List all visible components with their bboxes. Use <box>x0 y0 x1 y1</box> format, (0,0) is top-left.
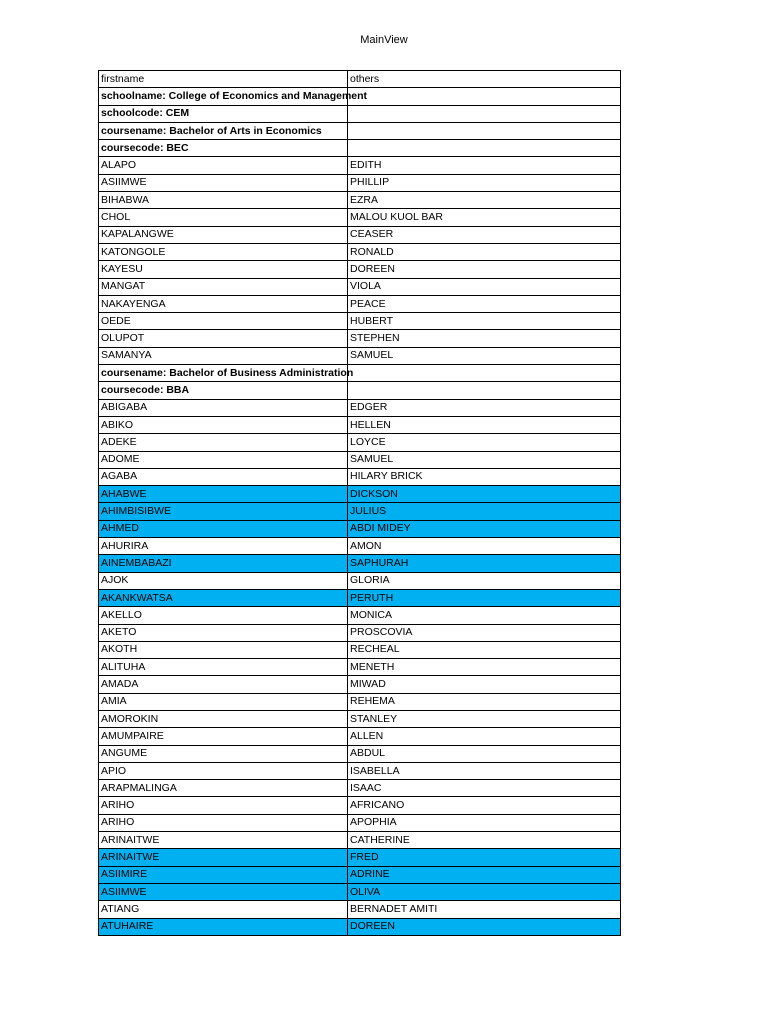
cell-others[interactable]: SAPHURAH <box>348 555 621 572</box>
table-row <box>99 434 621 451</box>
cell-others[interactable]: STEPHEN <box>348 330 621 347</box>
cell-others[interactable]: BERNADET AMITI <box>348 901 621 918</box>
cell-firstname[interactable]: AKELLO <box>99 607 348 624</box>
section-row <box>99 382 621 399</box>
cell-others[interactable]: RECHEAL <box>348 641 621 658</box>
cell-firstname[interactable]: ASIIMWE <box>99 174 348 191</box>
cell-firstname[interactable]: ATIANG <box>99 901 348 918</box>
table-row <box>99 659 621 676</box>
cell-others[interactable] <box>348 105 621 122</box>
cell-firstname[interactable]: KAPALANGWE <box>99 226 348 243</box>
cell-others[interactable]: MIWAD <box>348 676 621 693</box>
table-row <box>99 641 621 658</box>
table-row <box>99 174 621 191</box>
table-row <box>99 209 621 226</box>
cell-firstname[interactable]: AMOROKIN <box>99 710 348 727</box>
cell-firstname[interactable]: ATUHAIRE <box>99 918 348 935</box>
section-row <box>99 365 621 382</box>
table-row <box>99 814 621 831</box>
table-row <box>99 468 621 485</box>
cell-others[interactable]: DOREEN <box>348 261 621 278</box>
cell-others[interactable] <box>348 382 621 399</box>
cell-firstname[interactable]: SAMANYA <box>99 347 348 364</box>
table-row <box>99 883 621 900</box>
table-row <box>99 607 621 624</box>
cell-firstname[interactable]: CHOL <box>99 209 348 226</box>
table-row <box>99 728 621 745</box>
cell-others[interactable]: MALOU KUOL BAR <box>348 209 621 226</box>
table-row <box>99 832 621 849</box>
cell-others[interactable]: VIOLA <box>348 278 621 295</box>
cell-others[interactable]: DOREEN <box>348 918 621 935</box>
cell-firstname[interactable]: ANGUME <box>99 745 348 762</box>
cell-others[interactable]: AMON <box>348 538 621 555</box>
cell-others[interactable]: CEASER <box>348 226 621 243</box>
cell-others[interactable]: ADRINE <box>348 866 621 883</box>
page-title: MainView <box>360 34 408 46</box>
cell-firstname[interactable]: AHABWE <box>99 486 348 503</box>
table-body <box>99 71 621 936</box>
table-row <box>99 295 621 312</box>
header-row <box>99 71 621 88</box>
table-row <box>99 901 621 918</box>
cell-firstname[interactable]: AMADA <box>99 676 348 693</box>
table-row <box>99 416 621 433</box>
cell-firstname[interactable]: ADOME <box>99 451 348 468</box>
cell-firstname[interactable]: AHMED <box>99 520 348 537</box>
table-row <box>99 226 621 243</box>
cell-others[interactable]: JULIUS <box>348 503 621 520</box>
cell-firstname[interactable]: ALAPO <box>99 157 348 174</box>
cell-others[interactable]: CATHERINE <box>348 832 621 849</box>
table-row <box>99 918 621 935</box>
cell-firstname[interactable]: AJOK <box>99 572 348 589</box>
table-row <box>99 330 621 347</box>
table-row <box>99 624 621 641</box>
cell-firstname[interactable]: OLUPOT <box>99 330 348 347</box>
cell-others[interactable]: STANLEY <box>348 710 621 727</box>
cell-firstname[interactable]: AKOTH <box>99 641 348 658</box>
cell-others[interactable]: HILARY BRICK <box>348 468 621 485</box>
cell-firstname[interactable]: coursecode: BEC <box>99 140 348 157</box>
cell-firstname[interactable]: MANGAT <box>99 278 348 295</box>
cell-firstname[interactable]: AHIMBISIBWE <box>99 503 348 520</box>
cell-others[interactable]: REHEMA <box>348 693 621 710</box>
cell-others[interactable]: PEACE <box>348 295 621 312</box>
table-row <box>99 261 621 278</box>
cell-firstname[interactable]: ASIIMIRE <box>99 866 348 883</box>
table-row <box>99 192 621 209</box>
cell-firstname[interactable]: coursecode: BBA <box>99 382 348 399</box>
table-row <box>99 693 621 710</box>
section-row <box>99 122 621 139</box>
table-row <box>99 486 621 503</box>
table-row <box>99 451 621 468</box>
cell-firstname[interactable]: ARIHO <box>99 797 348 814</box>
cell-others[interactable]: MENETH <box>348 659 621 676</box>
cell-firstname[interactable]: ADEKE <box>99 434 348 451</box>
cell-others[interactable]: AFRICANO <box>348 797 621 814</box>
cell-others[interactable]: PHILLIP <box>348 174 621 191</box>
table-row <box>99 503 621 520</box>
cell-firstname[interactable]: coursename: Bachelor of Business Administration <box>99 365 348 382</box>
section-row <box>99 140 621 157</box>
table-row <box>99 676 621 693</box>
section-row <box>99 88 621 105</box>
header-firstname[interactable]: firstname <box>99 71 348 88</box>
cell-firstname[interactable]: AMIA <box>99 693 348 710</box>
cell-others[interactable]: APOPHIA <box>348 814 621 831</box>
cell-others[interactable]: SAMUEL <box>348 347 621 364</box>
table-row <box>99 762 621 779</box>
cell-firstname[interactable]: ARINAITWE <box>99 849 348 866</box>
cell-firstname[interactable]: ASIIMWE <box>99 883 348 900</box>
cell-others[interactable]: PROSCOVIA <box>348 624 621 641</box>
cell-others[interactable] <box>348 122 621 139</box>
cell-firstname[interactable]: APIO <box>99 762 348 779</box>
cell-others[interactable]: RONALD <box>348 243 621 260</box>
table-row <box>99 780 621 797</box>
section-row <box>99 105 621 122</box>
student-table <box>98 70 621 936</box>
cell-others[interactable]: ABDI MIDEY <box>348 520 621 537</box>
cell-others[interactable]: LOYCE <box>348 434 621 451</box>
cell-others[interactable]: EDGER <box>348 399 621 416</box>
cell-firstname[interactable]: ARAPMALINGA <box>99 780 348 797</box>
cell-firstname[interactable]: coursename: Bachelor of Arts in Economics <box>99 122 348 139</box>
cell-firstname[interactable]: AMUMPAIRE <box>99 728 348 745</box>
cell-others[interactable]: DICKSON <box>348 486 621 503</box>
table-row <box>99 572 621 589</box>
cell-others[interactable] <box>348 88 621 105</box>
table-row <box>99 745 621 762</box>
cell-firstname[interactable]: ARIHO <box>99 814 348 831</box>
cell-firstname[interactable]: AHURIRA <box>99 538 348 555</box>
cell-others[interactable]: ALLEN <box>348 728 621 745</box>
cell-others[interactable] <box>348 365 621 382</box>
cell-firstname[interactable]: KAYESU <box>99 261 348 278</box>
cell-others[interactable]: FRED <box>348 849 621 866</box>
table-row <box>99 157 621 174</box>
table-row <box>99 555 621 572</box>
table-row <box>99 347 621 364</box>
cell-others[interactable]: OLIVA <box>348 883 621 900</box>
table-row <box>99 520 621 537</box>
cell-others[interactable]: PERUTH <box>348 589 621 606</box>
cell-others[interactable]: ISAAC <box>348 780 621 797</box>
table-row <box>99 278 621 295</box>
cell-firstname[interactable]: NAKAYENGA <box>99 295 348 312</box>
cell-firstname[interactable]: schoolcode: CEM <box>99 105 348 122</box>
cell-others[interactable]: HELLEN <box>348 416 621 433</box>
cell-firstname[interactable]: ABIGABA <box>99 399 348 416</box>
cell-others[interactable]: EZRA <box>348 192 621 209</box>
cell-firstname[interactable]: AKANKWATSA <box>99 589 348 606</box>
table-row <box>99 797 621 814</box>
cell-others[interactable]: GLORIA <box>348 572 621 589</box>
cell-others[interactable]: HUBERT <box>348 313 621 330</box>
cell-firstname[interactable]: BIHABWA <box>99 192 348 209</box>
cell-others[interactable]: ISABELLA <box>348 762 621 779</box>
table-row <box>99 866 621 883</box>
cell-firstname[interactable]: schoolname: College of Economics and Management <box>99 88 348 105</box>
table-row <box>99 399 621 416</box>
header-others[interactable]: others <box>348 71 621 88</box>
cell-firstname[interactable]: ALITUHA <box>99 659 348 676</box>
table-row <box>99 243 621 260</box>
cell-firstname[interactable]: AINEMBABAZI <box>99 555 348 572</box>
table-row <box>99 538 621 555</box>
cell-firstname[interactable]: AGABA <box>99 468 348 485</box>
cell-firstname[interactable]: AKETO <box>99 624 348 641</box>
cell-others[interactable] <box>348 140 621 157</box>
table-row <box>99 313 621 330</box>
table-row <box>99 710 621 727</box>
cell-others[interactable]: EDITH <box>348 157 621 174</box>
cell-firstname[interactable]: KATONGOLE <box>99 243 348 260</box>
cell-firstname[interactable]: OEDE <box>99 313 348 330</box>
cell-firstname[interactable]: ARINAITWE <box>99 832 348 849</box>
cell-others[interactable]: SAMUEL <box>348 451 621 468</box>
table-row <box>99 589 621 606</box>
cell-firstname[interactable]: ABIKO <box>99 416 348 433</box>
table-row <box>99 849 621 866</box>
cell-others[interactable]: ABDUL <box>348 745 621 762</box>
cell-others[interactable]: MONICA <box>348 607 621 624</box>
